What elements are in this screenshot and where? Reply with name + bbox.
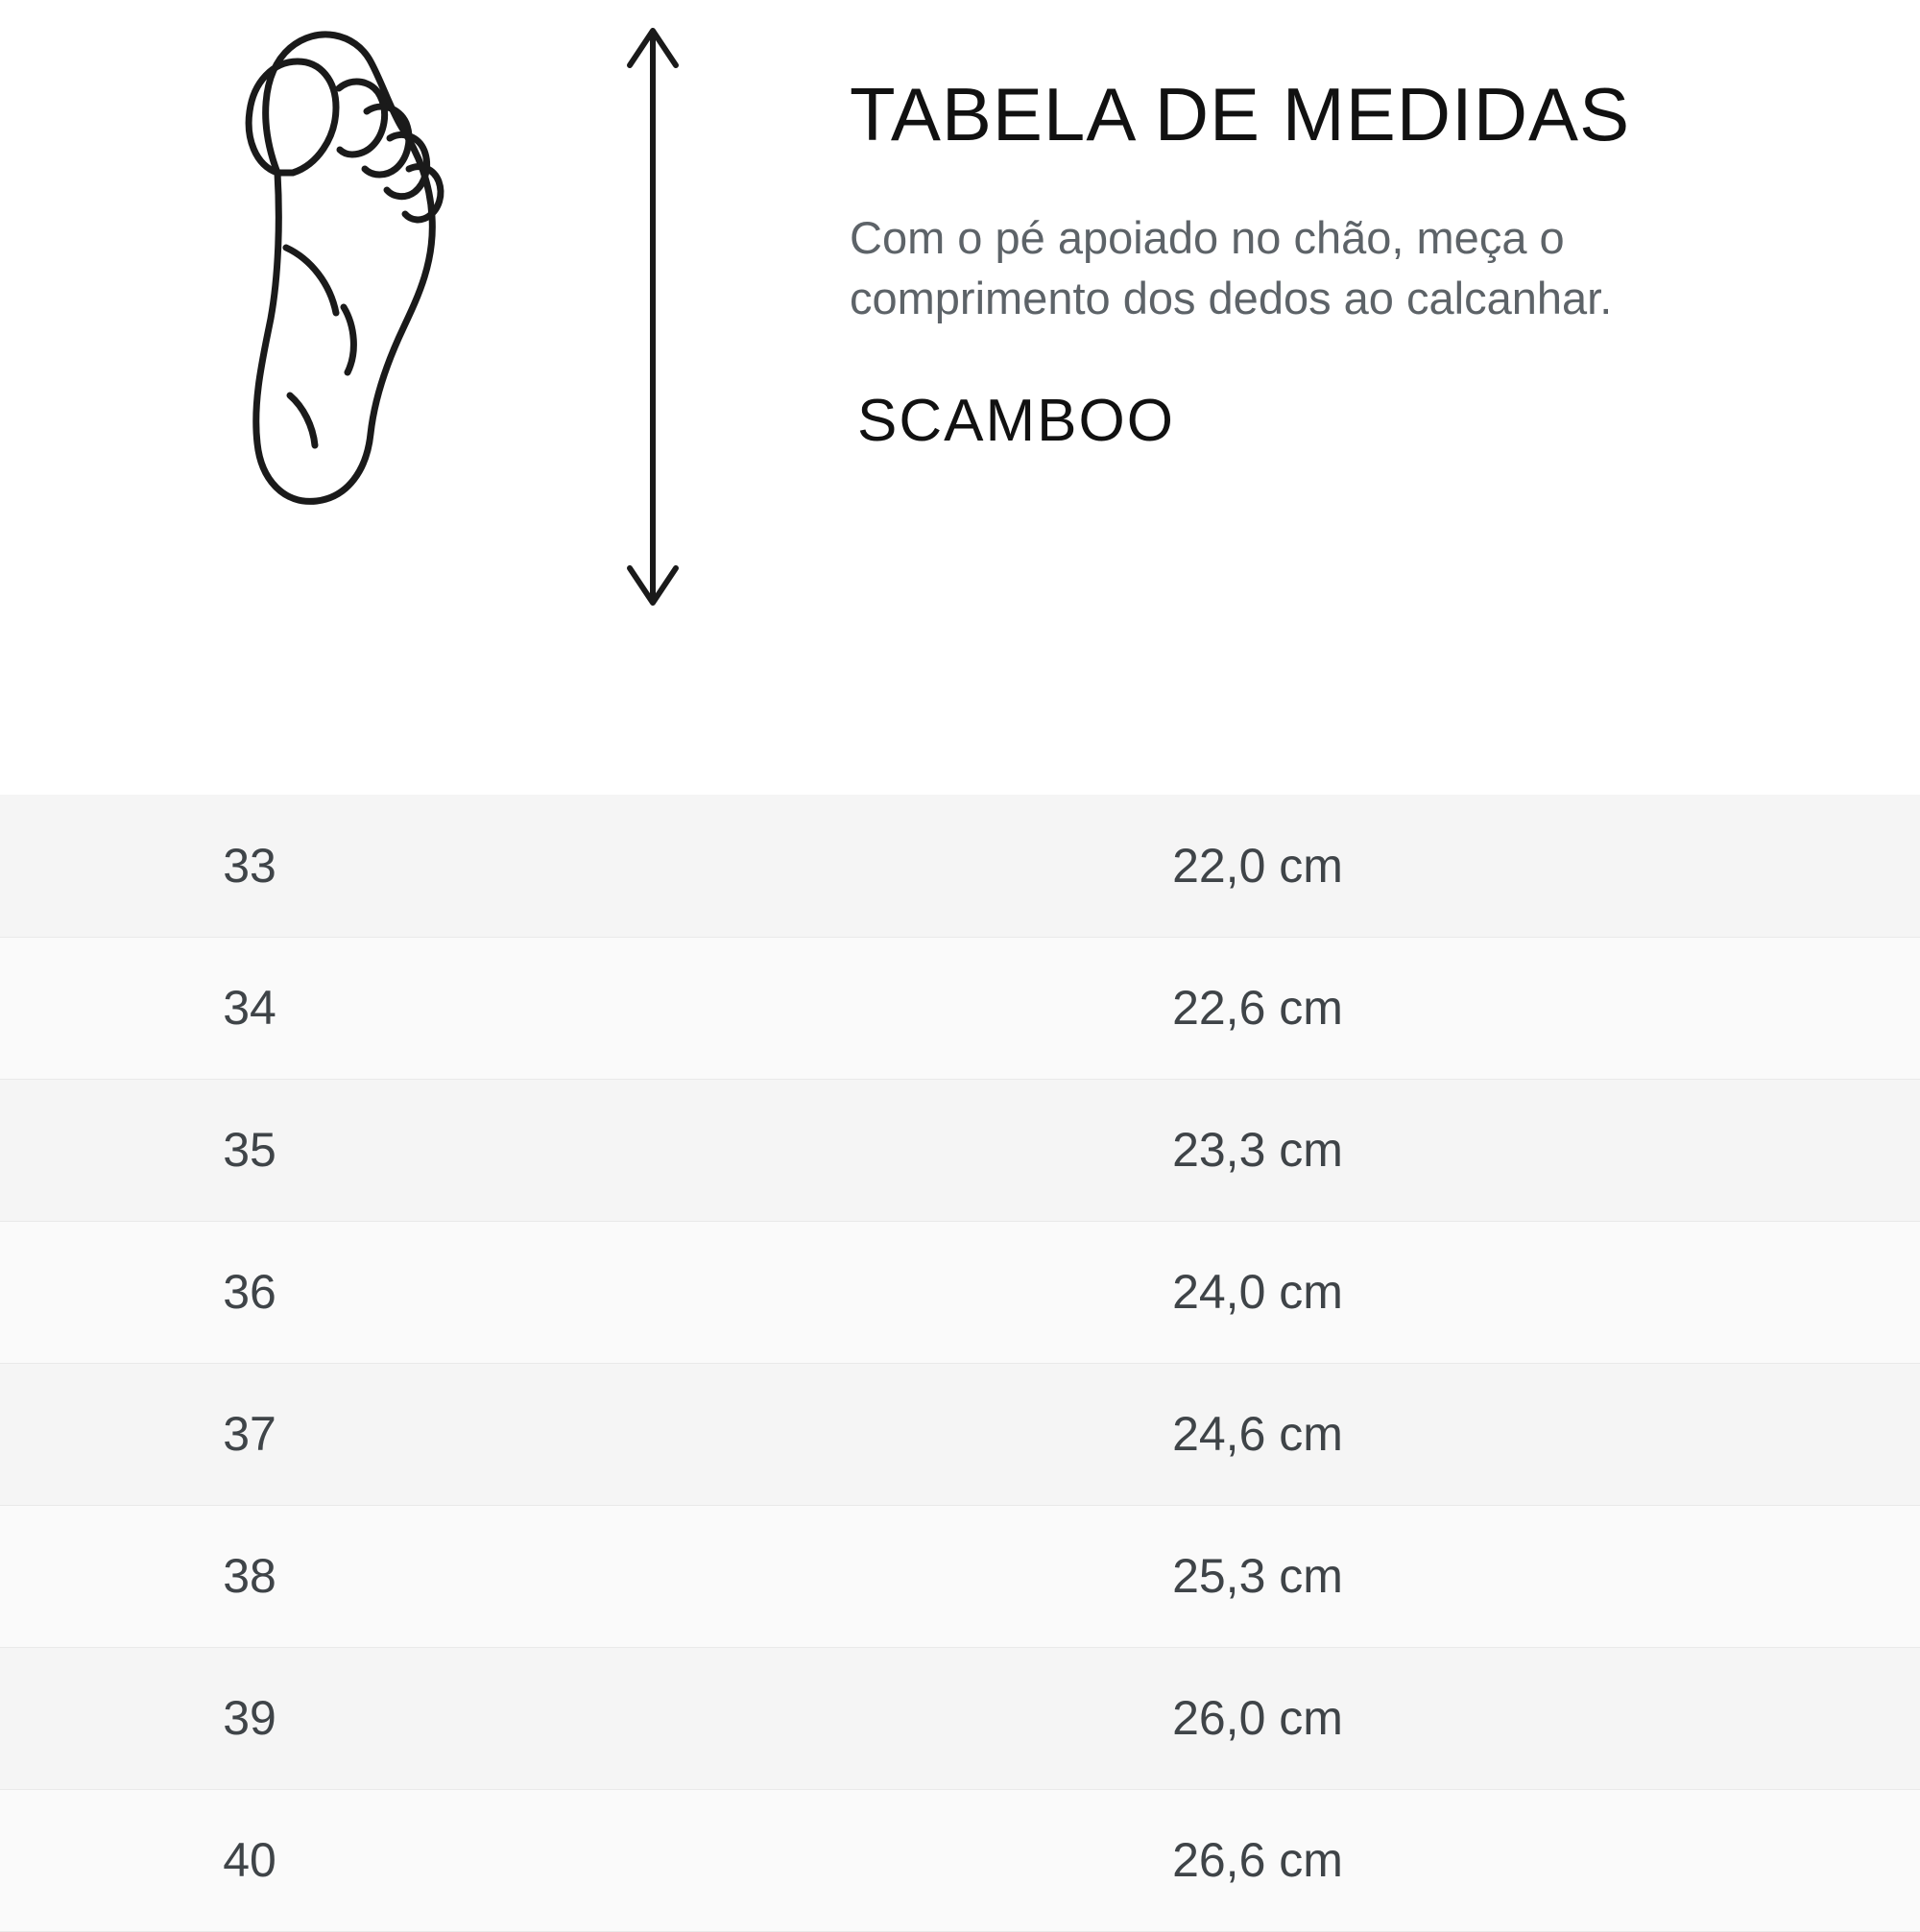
cell-size: 38 bbox=[0, 1505, 960, 1647]
table-row bbox=[0, 1221, 1920, 1363]
page-title: TABELA DE MEDIDAS bbox=[850, 72, 1631, 156]
table-row bbox=[0, 1789, 1920, 1931]
table-row bbox=[0, 937, 1920, 1079]
cell-size: 35 bbox=[0, 1079, 960, 1221]
header-text-block bbox=[850, 72, 1810, 455]
cell-size: 36 bbox=[0, 1221, 960, 1363]
cell-measure: 22,0 cm bbox=[960, 795, 1920, 937]
cell-measure: 22,6 cm bbox=[960, 937, 1920, 1079]
cell-size: 40 bbox=[0, 1789, 960, 1931]
size-table bbox=[0, 795, 1920, 1932]
table-row bbox=[0, 1647, 1920, 1789]
cell-measure: 24,0 cm bbox=[960, 1221, 1920, 1363]
brand-name: SCAMBOO bbox=[857, 387, 1175, 454]
cell-size: 33 bbox=[0, 795, 960, 937]
vertical-double-arrow-icon bbox=[614, 19, 691, 614]
cell-size: 34 bbox=[0, 937, 960, 1079]
cell-measure: 24,6 cm bbox=[960, 1363, 1920, 1505]
cell-measure: 26,6 cm bbox=[960, 1789, 1920, 1931]
cell-size: 39 bbox=[0, 1647, 960, 1789]
cell-size: 37 bbox=[0, 1363, 960, 1505]
cell-measure: 23,3 cm bbox=[960, 1079, 1920, 1221]
measure-instructions: Com o pé apoiado no chão, meça o comprimento dos dedos ao calcanhar. bbox=[850, 212, 1613, 324]
foot-sole-icon bbox=[221, 19, 470, 614]
table-row bbox=[0, 1079, 1920, 1221]
table-row bbox=[0, 1363, 1920, 1505]
table-row bbox=[0, 1505, 1920, 1647]
cell-measure: 26,0 cm bbox=[960, 1647, 1920, 1789]
table-row bbox=[0, 795, 1920, 937]
header-section bbox=[0, 0, 1920, 787]
cell-measure: 25,3 cm bbox=[960, 1505, 1920, 1647]
size-table-body bbox=[0, 795, 1920, 1931]
